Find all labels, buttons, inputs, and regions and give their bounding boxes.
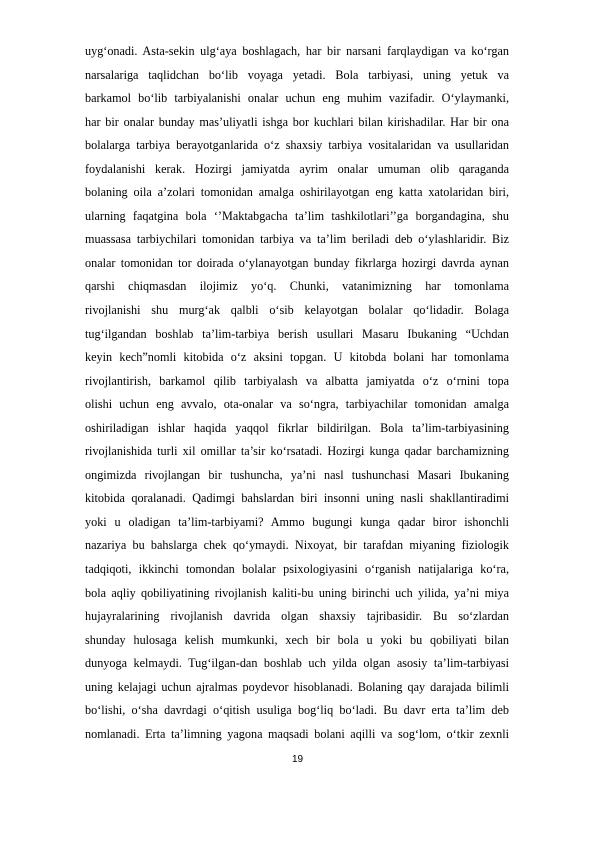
text-line: onalar tomonidan tor doirada o‘ylanayotgan bunday fikrlarga hozirgi davrda aynan	[85, 255, 509, 270]
text-line: rivojlanishida turli xil omillar ta’sir ko‘rsatadi. Hozirgi kunga qadar barchamizning	[85, 444, 509, 459]
text-line: ongimizda rivojlangan bir tushuncha, ya’ni nasl tushunchasi Masari Ibukaning	[85, 467, 509, 482]
text-line: olishi uchun eng avvalo, ota-onalar va so‘ngra, tarbiyachilar tomonidan amalga	[85, 397, 509, 412]
text-line: shunday hulosaga kelish mumkunki, xech bir bola u yoki bu qobiliyati bilan	[85, 632, 509, 647]
text-line: har bir onalar bunday mas’uliyatli ishga bor kuchlari bilan kirishadilar. Har bir ona	[85, 114, 509, 129]
text-line: nazariya bu bahslarga chek qo‘ymaydi. Nixoyat, bir tarafdan miyaning fiziologik	[85, 538, 509, 553]
text-line: kitobida qoralanadi. Qadimgi bahslardan biri insonni uning nasli shakllantiradimi	[85, 491, 509, 506]
text-line: muassasa tarbiychilari tomonidan tarbiya va ta’lim beriladi deb o‘ylashlaridir. Biz	[85, 232, 509, 247]
text-line: oshiriladigan ishlar haqida yaqqol fikrlar bildirilgan. Bola ta’lim-tarbiyasining	[85, 420, 509, 435]
text-line: dunyoga kelmaydi. Tug‘ilgan-dan boshlab uch yilda olgan asosiy ta’lim-tarbiyasi	[85, 656, 509, 671]
text-line: bola aqliy qobiliyatining rivojlanish kaliti-bu uning birinchi uch yilida, ya’ni miya	[85, 585, 509, 600]
page-number: 19	[291, 754, 304, 765]
text-line: ularning faqatgina bola ‘’Maktabgacha ta’lim tashkilotlari’’ga borgandagina, shu	[85, 208, 509, 223]
text-line: hujayralarining rivojlanish davrida olgan shaxsiy tajribasidir. Bu so‘zlardan	[85, 609, 509, 624]
text-line: barkamol bo‘lib tarbiyalanishi onalar uchun eng muhim vazifadir. O‘ylaymanki,	[85, 91, 509, 106]
text-line: keyin kech”nomli kitobida o‘z aksini topgan. U kitobda bolani har tomonlama	[85, 350, 509, 365]
text-line: rivojlanishi shu murg‘ak qalbli o‘sib kelayotgan bolalar qo‘lidadir. Bolaga	[85, 303, 509, 318]
text-line: foydalanishi kerak. Hozirgi jamiyatda ayrim onalar umuman olib qaraganda	[85, 161, 509, 176]
text-line: qarshi chiqmasdan ilojimiz yo‘q. Chunki, vatanimizning har tomonlama	[85, 279, 509, 294]
text-line: bolaning oila a’zolari tomonidan amalga oshirilayotgan eng katta xatolaridan biri,	[85, 185, 509, 200]
text-line: nomlanadi. Erta ta’limning yagona maqsadi bolani aqilli va sog‘lom, o‘tkir zexnli	[85, 726, 509, 741]
text-line: uyg‘onadi. Asta-sekin ulg‘aya boshlagach, har bir narsani farqlaydigan va ko‘rgan	[85, 44, 509, 58]
text-line: rivojlantirish, barkamol qilib tarbiyalash va albatta jamiyatda o‘z o‘rnini topa	[85, 373, 509, 388]
text-line: tadqiqoti, ikkinchi tomondan bolalar psixologiyasini o‘rganish natijalariga ko‘ra,	[85, 562, 509, 577]
body-text	[85, 40, 509, 746]
text-line: uning kelajagi uchun ajralmas poydevor hisoblanadi. Bolaning qay darajada bilimli	[85, 679, 509, 694]
text-line: bolalarga tarbiya berayotganlarida o‘z shaxsiy tarbiya vositalaridan va usullaridan	[85, 138, 509, 153]
text-line: narsalariga taqlidchan bo‘lib voyaga yetadi. Bola tarbiyasi, uning yetuk va	[85, 67, 509, 82]
text-line: tug‘ilgandan boshlab ta’lim-tarbiya berish usullari Masaru Ibukaning “Uchdan	[85, 326, 509, 341]
text-line: yoki u oladigan ta’lim-tarbiyami? Ammo bugungi kunga qadar biror ishonchli	[85, 514, 509, 529]
text-line: bo‘lishi, o‘sha davrdagi o‘qitish usuliga bog‘liq bo‘ladi. Bu davr erta ta’lim deb	[85, 703, 509, 718]
